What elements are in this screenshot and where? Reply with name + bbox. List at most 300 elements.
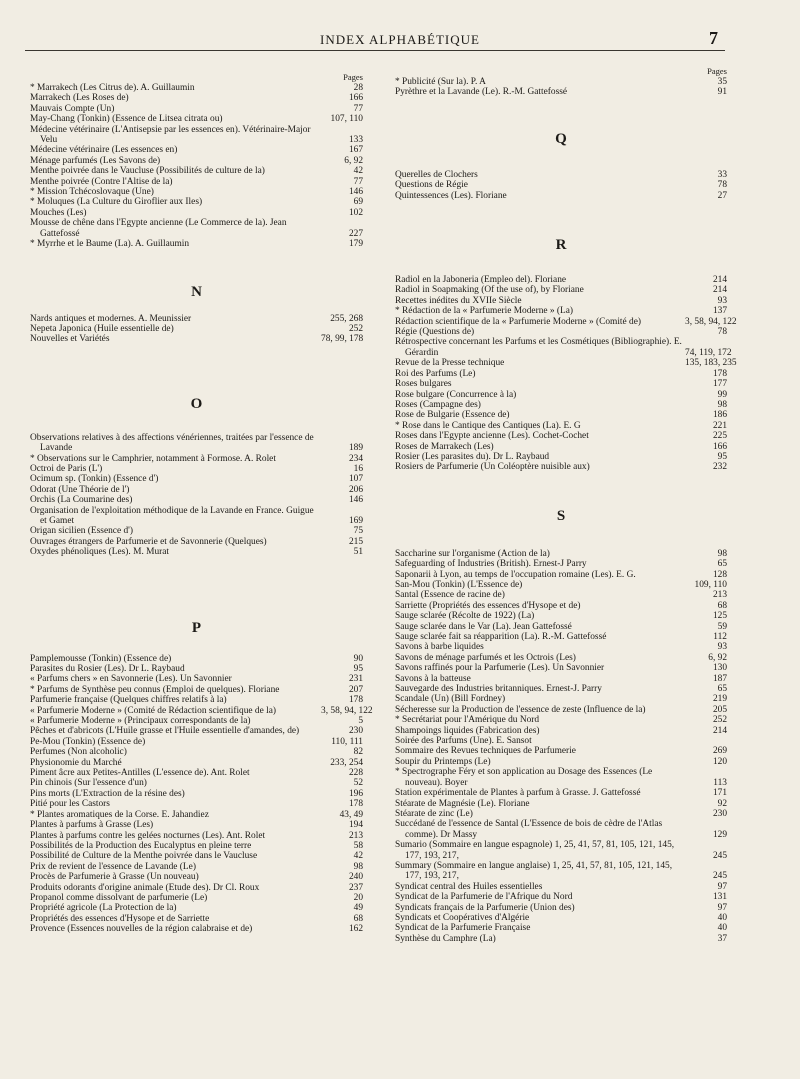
index-entry bbox=[30, 820, 363, 830]
entry-pages: 33 bbox=[717, 169, 727, 180]
index-entry bbox=[395, 913, 727, 923]
entry-title: Plantes à parfums à Grasse (Les) bbox=[30, 820, 154, 831]
entry-pages: 102 bbox=[348, 207, 363, 218]
entry-pages: 43, 49 bbox=[339, 809, 363, 820]
entry-title: Parasites du Rosier (Les). Dr L. Raybaud bbox=[30, 664, 185, 674]
entry-title: Recettes inédites du XVIIe Siècle bbox=[395, 295, 522, 306]
index-entry bbox=[30, 145, 363, 155]
entry-title: Pêches et d'abricots (L'Huile grasse et l'Huile essentielle d'amandes, de) bbox=[30, 726, 300, 737]
entry-pages: 178 bbox=[348, 695, 363, 706]
entry-title: Saccharine sur l'organisme (Action de la) bbox=[395, 548, 550, 559]
index-entry bbox=[395, 715, 727, 725]
index-entry bbox=[30, 83, 363, 93]
section-letter-q: Q bbox=[555, 130, 567, 147]
index-entry bbox=[395, 306, 727, 316]
index-entry bbox=[395, 358, 737, 369]
index-entry bbox=[30, 464, 363, 474]
entry-title: Perfumes (Non alcoholic) bbox=[30, 747, 127, 758]
index-entry bbox=[395, 410, 727, 420]
index-entry bbox=[395, 431, 727, 441]
entry-title: Possibilités de la Production des Eucalyptus en pleine terre bbox=[30, 840, 252, 851]
index-entry bbox=[30, 474, 363, 484]
entry-pages: 133 bbox=[348, 135, 363, 146]
entry-title: Ocimum sp. (Tonkin) (Essence d') bbox=[30, 474, 159, 485]
index-entry bbox=[30, 695, 363, 705]
index-entry bbox=[395, 653, 727, 663]
index-entry bbox=[30, 156, 363, 166]
entry-pages: 230 bbox=[348, 726, 363, 737]
entry-title: Odorat (Une Théorie de l') bbox=[30, 484, 130, 495]
entry-title: Menthe poivrée dans le Vaucluse (Possibilités de culture de la) bbox=[30, 166, 265, 177]
index-entry bbox=[30, 187, 363, 197]
index-entry bbox=[395, 337, 732, 358]
index-entry bbox=[395, 757, 727, 767]
entry-title: Synthèse du Camphre (La) bbox=[395, 933, 496, 944]
entry-pages: 28 bbox=[353, 83, 363, 93]
entry-pages: 131 bbox=[712, 892, 727, 903]
entry-title: Summary (Sommaire en langue anglaise) 1, 25, 41, 57, 81, 105, 121, 145, 177, 193, 217, bbox=[395, 860, 673, 882]
entry-pages: 237 bbox=[348, 882, 363, 893]
entry-pages: 205 bbox=[712, 704, 727, 715]
entry-title: Physionomie du Marché bbox=[30, 757, 122, 768]
index-entry bbox=[395, 799, 727, 809]
entry-pages: 107, 110 bbox=[330, 114, 363, 125]
index-entry bbox=[395, 601, 727, 611]
index-entry bbox=[395, 170, 727, 180]
entry-pages: 95 bbox=[353, 664, 363, 674]
index-entry bbox=[30, 197, 363, 207]
entry-title: * Publicité (Sur la). P. A bbox=[395, 77, 486, 87]
entry-title: Syndicat de la Parfumerie de l'Afrique du Nord bbox=[395, 892, 573, 903]
index-entry bbox=[30, 324, 363, 334]
entry-pages: 68 bbox=[353, 913, 363, 924]
left-column bbox=[30, 72, 373, 935]
entry-pages: 107 bbox=[348, 474, 363, 485]
entry-title: Pin chinois (Sur l'essence d'un) bbox=[30, 778, 147, 789]
index-entry bbox=[395, 663, 727, 673]
entry-pages: 221 bbox=[712, 420, 727, 431]
index-entry bbox=[30, 872, 363, 882]
entry-title: * Moluques (La Culture du Giroflier aux Iles) bbox=[30, 197, 203, 208]
index-entry bbox=[30, 334, 363, 344]
entry-pages: 59 bbox=[717, 621, 727, 632]
entry-pages: 255, 268 bbox=[330, 313, 363, 324]
index-entry bbox=[395, 923, 727, 933]
index-entry bbox=[395, 421, 727, 431]
entry-pages: 178 bbox=[348, 799, 363, 810]
entry-pages: 27 bbox=[717, 190, 727, 201]
entry-pages: 214 bbox=[712, 725, 727, 736]
entry-pages: 3, 58, 94, 122 bbox=[685, 316, 737, 327]
entry-pages: 186 bbox=[712, 410, 727, 421]
index-entry bbox=[30, 726, 363, 736]
entry-pages: 82 bbox=[353, 747, 363, 758]
entry-title: Nepeta Japonica (Huile essentielle de) bbox=[30, 323, 174, 334]
entry-pages: 40 bbox=[717, 923, 727, 934]
entry-pages: 146 bbox=[348, 495, 363, 506]
entry-pages: 231 bbox=[348, 674, 363, 685]
entry-title: Sumario (Sommaire en langue espagnole) 1, 25, 41, 57, 81, 105, 121, 145, 177, 193, 217, bbox=[395, 840, 675, 861]
entry-pages: 6, 92 bbox=[344, 155, 363, 166]
pages-column-label: Pages bbox=[707, 66, 727, 76]
index-entry bbox=[30, 495, 363, 505]
entry-title: Ouvrages étrangers de Parfumerie et de Savonnerie (Quelques) bbox=[30, 536, 267, 547]
entry-title: Pe-Mou (Tonkin) (Essence de) bbox=[30, 736, 146, 747]
index-entry bbox=[395, 180, 727, 190]
entry-pages: 35 bbox=[717, 77, 727, 87]
entry-title: « Parfumerie Moderne » (Comité de Rédaction scientifique de la) bbox=[30, 705, 277, 716]
entry-pages: 37 bbox=[717, 933, 727, 944]
entry-pages: 112 bbox=[713, 632, 727, 642]
entry-pages: 3, 58, 94, 122 bbox=[321, 705, 373, 716]
entry-title: Roses dans l'Egypte ancienne (Les). Cochet-Cochet bbox=[395, 431, 589, 442]
index-entry bbox=[30, 93, 363, 103]
index-entry bbox=[30, 485, 363, 495]
entry-title: Roi des Parfums (Le) bbox=[395, 368, 476, 379]
index-entry bbox=[30, 526, 363, 536]
index-entry bbox=[30, 177, 363, 187]
index-entry bbox=[395, 296, 727, 306]
section-letter-s: S bbox=[556, 507, 566, 524]
index-entry bbox=[395, 369, 727, 379]
entry-title: Roses (Campagne des) bbox=[395, 399, 481, 410]
section-letter-o: O bbox=[190, 395, 203, 412]
entry-pages: 166 bbox=[348, 93, 363, 104]
entry-title: Nouvelles et Variétés bbox=[30, 334, 110, 345]
index-entry bbox=[395, 726, 727, 736]
entry-title: Observations relatives à des affections vénériennes, traitées par l'essence de Lavande bbox=[30, 432, 314, 454]
entry-title: Radiol en la Jaboneria (Empleo del). Floriane bbox=[395, 275, 567, 286]
entry-pages: 137 bbox=[712, 306, 727, 317]
index-entry bbox=[395, 809, 727, 819]
entry-title: Menthe poivrée (Contre l'Altise de la) bbox=[30, 176, 173, 187]
index-entry bbox=[30, 705, 373, 716]
entry-title: Marrakech (Les Roses de) bbox=[30, 93, 129, 104]
entry-pages: 230 bbox=[712, 808, 727, 819]
index-entry bbox=[30, 903, 363, 913]
entry-title: Mousse de chêne dans l'Egypte ancienne (Le Commerce de la). Jean Gattefossé bbox=[30, 218, 287, 239]
entry-title: Pitié pour les Castors bbox=[30, 799, 110, 810]
section-p-list bbox=[30, 653, 373, 935]
entry-pages: 227 bbox=[348, 228, 363, 239]
entry-pages: 65 bbox=[717, 559, 727, 570]
entry-pages: 240 bbox=[348, 872, 363, 883]
index-entry bbox=[30, 674, 363, 684]
entry-title: Savons à barbe liquides bbox=[395, 642, 484, 653]
right-column bbox=[395, 66, 737, 944]
index-entry bbox=[395, 882, 727, 892]
index-entry bbox=[395, 694, 727, 704]
entry-pages: 146 bbox=[348, 187, 363, 198]
entry-title: Radiol in Soapmaking (Of the use of), by Floriane bbox=[395, 285, 584, 296]
entry-title: Syndicat de la Parfumerie Française bbox=[395, 923, 531, 934]
index-entry bbox=[30, 547, 363, 557]
index-entry bbox=[30, 664, 363, 674]
entry-pages: 252 bbox=[348, 323, 363, 334]
entry-title: Santal (Essence de racine de) bbox=[395, 590, 505, 601]
entry-pages: 78, 99, 178 bbox=[321, 334, 364, 345]
entry-title: Sommaire des Revues techniques de Parfumerie bbox=[395, 746, 576, 757]
entry-pages: 74, 119, 172 bbox=[685, 347, 732, 358]
entry-pages: 68 bbox=[717, 600, 727, 611]
entry-title: Saponarii à Lyon, au temps de l'occupation romaine (Les). E. G. bbox=[395, 569, 636, 580]
index-entry bbox=[30, 685, 363, 695]
entry-pages: 40 bbox=[717, 912, 727, 923]
index-entry bbox=[395, 191, 727, 201]
entry-title: Succédané de l'essence de Santal (L'Essence de bois de cèdre de l'Atlas comme). Dr Massy bbox=[395, 819, 663, 840]
index-entry bbox=[395, 642, 727, 652]
entry-title: Propriétés des essences d'Hysope et de Sarriette bbox=[30, 913, 210, 924]
entry-pages: 109, 110 bbox=[694, 579, 727, 590]
index-entry bbox=[395, 87, 727, 97]
entry-title: Station expérimentale de Plantes à parfum à Grasse. J. Gattefossé bbox=[395, 788, 641, 799]
index-entry bbox=[30, 716, 363, 726]
entry-pages: 75 bbox=[353, 526, 363, 537]
entry-pages: 125 bbox=[712, 611, 727, 622]
entry-pages: 97 bbox=[717, 881, 727, 892]
entry-title: Produits odorants d'origine animale (Etude des). Dr Cl. Roux bbox=[30, 882, 260, 893]
index-entry bbox=[395, 892, 727, 902]
index-entry bbox=[30, 125, 363, 146]
entry-title: Rose de Bulgarie (Essence de) bbox=[395, 410, 510, 421]
index-entry bbox=[395, 275, 727, 285]
entry-title: Querelles de Clochers bbox=[395, 169, 478, 180]
index-entry bbox=[30, 893, 363, 903]
index-entry bbox=[395, 570, 727, 580]
section-s-list bbox=[395, 549, 727, 944]
index-entry bbox=[395, 788, 727, 798]
entry-pages: 78 bbox=[717, 327, 727, 338]
entry-pages: 77 bbox=[353, 103, 363, 114]
entry-title: Pyrèthre et la Lavande (Le). R.-M. Gattefossé bbox=[395, 87, 568, 98]
entry-title: Médecine vétérinaire (Les essences en) bbox=[30, 145, 178, 156]
entry-title: Organisation de l'exploitation méthodique de la Lavande en France. Guigue et Gamet bbox=[30, 505, 314, 526]
entry-title: Régie (Questions de) bbox=[395, 327, 475, 338]
index-entry bbox=[395, 400, 727, 410]
entry-title: Rosiers de Parfumerie (Un Coléoptère nuisible aux) bbox=[395, 462, 590, 473]
index-entry bbox=[30, 799, 363, 809]
entry-title: Savons raffinés pour la Parfumerie (Les). Un Savonnier bbox=[395, 663, 605, 674]
entry-pages: 97 bbox=[717, 902, 727, 913]
index-entry bbox=[395, 840, 727, 861]
entry-pages: 252 bbox=[712, 715, 727, 726]
index-entry bbox=[395, 462, 727, 472]
index-entry bbox=[395, 684, 727, 694]
index-entry bbox=[30, 654, 363, 664]
entry-title: * Spectrographe Féry et son application au Dosage des Essences (Le nouveau). Boyer bbox=[395, 767, 653, 788]
index-entry bbox=[30, 506, 363, 527]
index-entry bbox=[30, 758, 363, 768]
index-entry bbox=[395, 390, 727, 400]
entry-title: Syndicats français de la Parfumerie (Union des) bbox=[395, 902, 575, 913]
entry-title: Scandale (Un) (Bill Fordney) bbox=[395, 694, 506, 705]
entry-pages: 52 bbox=[353, 778, 363, 789]
entry-pages: 5 bbox=[358, 716, 363, 727]
entry-title: * Secrétariat pour l'Amérique du Nord bbox=[395, 715, 540, 726]
index-entry bbox=[30, 104, 363, 114]
entry-title: Possibilité de Culture de la Menthe poivrée dans le Vaucluse bbox=[30, 851, 258, 862]
entry-pages: 234 bbox=[348, 453, 363, 464]
entry-title: Stéarate de Magnésie (Le). Floriane bbox=[395, 798, 530, 809]
index-entry bbox=[395, 934, 727, 944]
entry-pages: 233, 254 bbox=[330, 757, 363, 768]
entry-pages: 189 bbox=[348, 443, 363, 454]
entry-title: Sauge sclarée dans le Var (La). Jean Gattefossé bbox=[395, 621, 572, 632]
index-entry bbox=[30, 789, 363, 799]
entry-pages: 169 bbox=[348, 515, 363, 526]
entry-pages: 219 bbox=[712, 694, 727, 705]
entry-title: Sauge sclarée (Récolte de 1922) (La) bbox=[395, 611, 535, 622]
entry-pages: 92 bbox=[717, 798, 727, 809]
entry-title: Rose bulgare (Concurrence à la) bbox=[395, 389, 517, 400]
entry-title: * Parfums de Synthèse peu connus (Emploi de quelques). Floriane bbox=[30, 684, 280, 695]
entry-title: Propriété agricole (La Protection de la) bbox=[30, 903, 177, 914]
index-entry bbox=[30, 862, 363, 872]
index-entry bbox=[395, 285, 727, 295]
entry-pages: 49 bbox=[353, 903, 363, 914]
entry-title: Sauge sclarée fait sa réapparition (La). R.-M. Gattefossé bbox=[395, 632, 607, 642]
index-entry bbox=[30, 841, 363, 851]
index-entry bbox=[30, 768, 363, 778]
entry-pages: 179 bbox=[348, 239, 363, 250]
entry-pages: 91 bbox=[717, 87, 727, 98]
entry-title: May-Chang (Tonkin) (Essence de Litsea citrata ou) bbox=[30, 114, 223, 125]
index-entry bbox=[30, 883, 363, 893]
section-letter-n: N bbox=[191, 283, 202, 300]
entry-pages: 20 bbox=[353, 892, 363, 903]
entry-pages: 214 bbox=[712, 275, 727, 286]
index-entry bbox=[395, 705, 727, 715]
section-m-list bbox=[30, 83, 363, 250]
entry-title: Procès de Parfumerie à Grasse (Un nouveau) bbox=[30, 872, 199, 883]
entry-title: « Parfums chers » en Savonnerie (Les). Un Savonnier bbox=[30, 674, 232, 685]
section-n-list bbox=[30, 314, 363, 345]
entry-title: Origan sicilien (Essence d') bbox=[30, 526, 133, 537]
entry-pages: 99 bbox=[717, 389, 727, 400]
entry-title: * Plantes aromatiques de la Corse. E. Jahandiez bbox=[30, 809, 209, 820]
entry-pages: 196 bbox=[348, 788, 363, 799]
entry-title: Rétrospective concernant les Parfums et les Cosmétiques (Bibliographie). E. Gérardin bbox=[395, 337, 682, 358]
entry-title: Octroi de Paris (L') bbox=[30, 463, 103, 474]
entry-pages: 215 bbox=[348, 536, 363, 547]
entry-title: Quintessences (Les). Floriane bbox=[395, 190, 507, 201]
entry-title: Médecine vétérinaire (L'Antisepsie par les essences en). Vétérinaire-Major Velu bbox=[30, 124, 311, 146]
index-entry bbox=[395, 549, 727, 559]
index-entry bbox=[395, 452, 727, 462]
entry-pages: 178 bbox=[712, 368, 727, 379]
entry-title: Orchis (La Coumarine des) bbox=[30, 495, 133, 506]
index-entry bbox=[30, 810, 363, 820]
entry-pages: 177 bbox=[712, 379, 727, 390]
entry-title: Sauvegarde des Industries britanniques. Ernest-J. Parry bbox=[395, 684, 602, 695]
entry-title: * Myrrhe et le Baume (La). A. Guillaumin bbox=[30, 239, 190, 250]
entry-title: Sarriette (Propriétés des essences d'Hysope et de) bbox=[395, 600, 581, 611]
entry-pages: 69 bbox=[353, 197, 363, 208]
index-entry bbox=[30, 914, 363, 924]
index-entry bbox=[395, 736, 727, 746]
entry-pages: 113 bbox=[713, 777, 727, 788]
index-entry bbox=[30, 537, 363, 547]
running-title: INDEX ALPHABÉTIQUE bbox=[320, 32, 480, 47]
section-q-list bbox=[395, 170, 727, 201]
entry-title: Shampoings liquides (Fabrication des) bbox=[395, 725, 540, 736]
entry-title: Savons de ménage parfumés et les Octrois (Les) bbox=[395, 652, 576, 663]
entry-title: Stéarate de zinc (Le) bbox=[395, 808, 473, 819]
section-r-list bbox=[395, 275, 737, 473]
entry-pages: 98 bbox=[353, 861, 363, 872]
index-entry bbox=[395, 442, 727, 452]
entry-pages: 120 bbox=[712, 756, 727, 767]
index-entry bbox=[395, 77, 727, 87]
entry-title: Nards antiques et modernes. A. Meunissier bbox=[30, 313, 192, 324]
entry-title: * Observations sur le Camphrier, notamment à Formose. A. Rolet bbox=[30, 453, 276, 464]
section-p-continued-list bbox=[395, 77, 727, 98]
index-entry bbox=[395, 767, 727, 788]
index-entry bbox=[30, 831, 363, 841]
index-entry bbox=[30, 208, 363, 218]
entry-pages: 167 bbox=[348, 145, 363, 156]
entry-pages: 130 bbox=[712, 663, 727, 674]
index-entry bbox=[395, 903, 727, 913]
index-entry bbox=[395, 590, 727, 600]
header-rule bbox=[25, 50, 725, 51]
entry-title: Soirée des Parfums (Une). E. Sansot bbox=[395, 736, 532, 747]
running-head bbox=[0, 30, 800, 50]
entry-pages: 162 bbox=[348, 924, 363, 935]
section-o-list bbox=[30, 433, 363, 558]
entry-pages: 98 bbox=[717, 548, 727, 559]
entry-title: San-Mou (Tonkin) (L'Essence de) bbox=[395, 579, 523, 590]
entry-title: Ménage parfumés (Les Savons de) bbox=[30, 155, 161, 166]
entry-title: Piment âcre aux Petites-Antilles (L'essence de). Ant. Rolet bbox=[30, 768, 250, 779]
index-entry bbox=[30, 239, 363, 249]
entry-title: Roses de Marrakech (Les) bbox=[395, 441, 494, 452]
entry-title: Pins morts (L'Extraction de la résine des) bbox=[30, 788, 185, 799]
index-entry bbox=[30, 747, 363, 757]
entry-pages: 214 bbox=[712, 285, 727, 296]
entry-title: Questions de Régie bbox=[395, 180, 468, 191]
entry-pages: 77 bbox=[353, 176, 363, 187]
entry-pages: 228 bbox=[348, 768, 363, 779]
entry-title: Prix de revient de l'essence de Lavande (Le) bbox=[30, 861, 196, 872]
entry-title: Syndicat central des Huiles essentielles bbox=[395, 881, 543, 892]
entry-pages: 207 bbox=[348, 684, 363, 695]
index-entry bbox=[395, 379, 727, 389]
entry-pages: 128 bbox=[712, 569, 727, 580]
entry-pages: 42 bbox=[353, 851, 363, 862]
index-entry bbox=[395, 580, 727, 590]
entry-pages: 93 bbox=[717, 642, 727, 653]
entry-pages: 95 bbox=[717, 451, 727, 462]
entry-pages: 110, 111 bbox=[331, 736, 363, 747]
entry-pages: 58 bbox=[353, 840, 363, 851]
index-entry bbox=[395, 622, 727, 632]
entry-title: Mauvais Compte (Un) bbox=[30, 103, 115, 114]
entry-title: Rosier (Les parasites du). Dr L. Raybaud bbox=[395, 451, 550, 462]
entry-pages: 78 bbox=[717, 180, 727, 191]
entry-pages: 206 bbox=[348, 484, 363, 495]
index-entry bbox=[30, 314, 363, 324]
entry-title: « Parfumerie Moderne » (Principaux correspondants de la) bbox=[30, 716, 251, 727]
entry-title: Savons à la batteuse bbox=[395, 673, 471, 684]
entry-pages: 93 bbox=[717, 295, 727, 306]
index-entry bbox=[395, 746, 727, 756]
entry-title: Mouches (Les) bbox=[30, 207, 87, 218]
entry-title: Propanol comme dissolvant de parfumerie (Le) bbox=[30, 892, 208, 903]
entry-pages: 51 bbox=[353, 547, 363, 558]
index-entry bbox=[30, 737, 363, 747]
entry-pages: 245 bbox=[712, 871, 727, 882]
